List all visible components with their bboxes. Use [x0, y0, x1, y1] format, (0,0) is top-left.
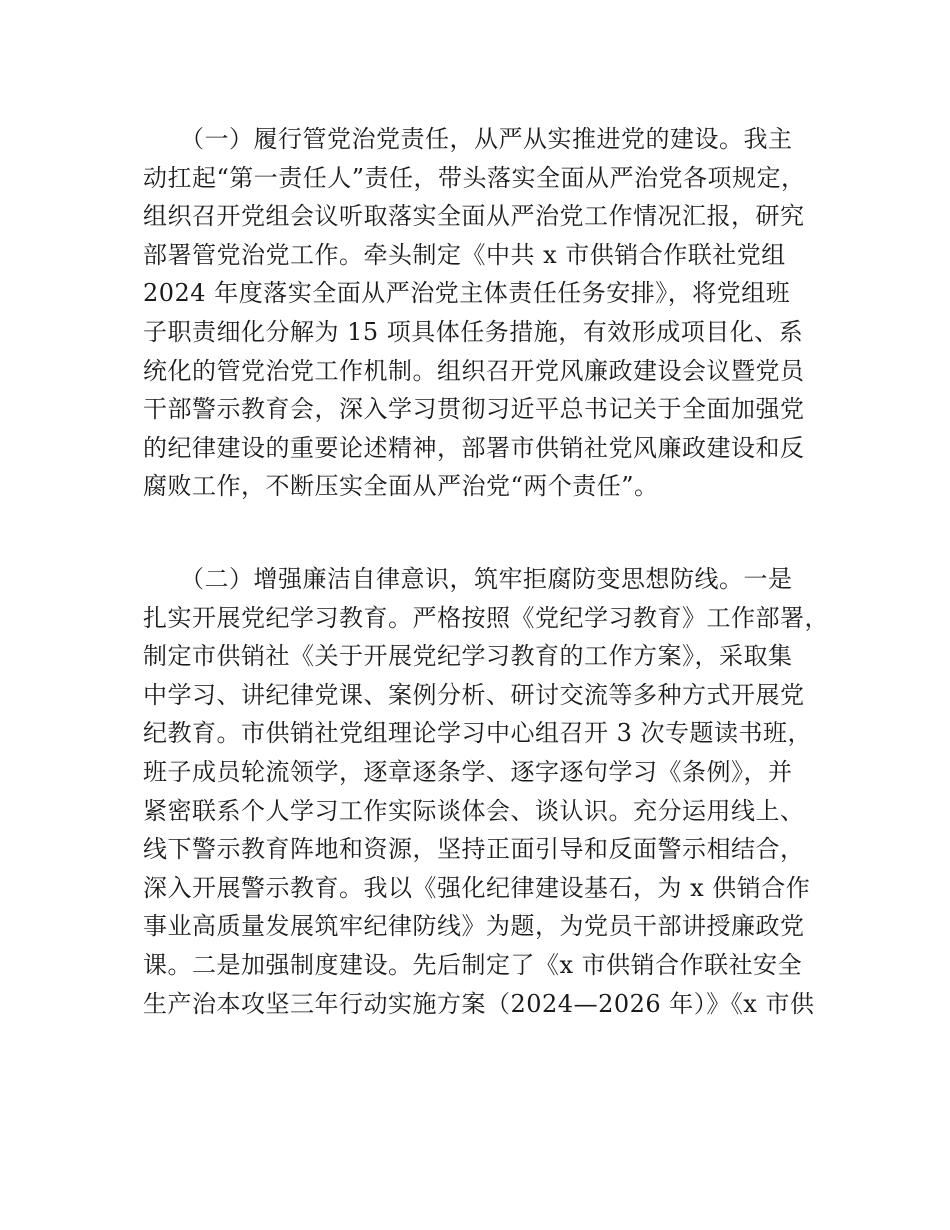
text-line: 腐败工作，不断压实全面从严治党“两个责任”。: [143, 472, 659, 501]
text-line: 事业高质量发展筑牢纪律防线》为题，为党员干部讲授廉政党: [143, 912, 805, 941]
text-line: 线下警示教育阵地和资源，坚持正面引导和反面警示相结合，: [143, 835, 805, 864]
text-line: （一）履行管党治党责任，从严从实推进党的建设。我主: [143, 125, 793, 153]
text-line: 生产治本攻坚三年行动实施方案（2024—2026 年）》《x 市供: [143, 989, 815, 1018]
text-line: 班子成员轮流领学，逐章逐条学、逐字逐句学习《条例》，并: [143, 757, 793, 786]
text-line: 统化的管党治党工作机制。组织召开党风廉政建设会议暨党员: [143, 356, 805, 385]
text-line: 2024 年度落实全面从严治党主体责任任务安排》，将党组班: [143, 279, 791, 308]
text-line: （二）增强廉洁自律意识，筑牢拒腐防变思想防线。一是: [143, 565, 793, 593]
text-line: 部署管党治党工作。牵头制定《中共 x 市供销合作联社党组: [143, 240, 786, 269]
text-line: 组织召开党组会议听取落实全面从严治党工作情况汇报，研究: [143, 202, 805, 231]
text-line: 课。二是加强制度建设。先后制定了《x 市供销合作联社安全: [143, 950, 803, 979]
text-line: 纪教育。市供销社党组理论学习中心组召开 3 次专题读书班，: [143, 719, 813, 748]
text-line: 子职责细化分解为 15 项具体任务措施，有效形成项目化、系: [143, 317, 804, 346]
paragraph-2: [143, 560, 829, 1023]
text-line: 中学习、讲纪律党课、案例分析、研讨交流等多种方式开展党: [143, 680, 805, 709]
text-line: 紧密联系个人学习工作实际谈体会、谈认识。充分运用线上、: [143, 796, 805, 825]
text-line: 深入开展警示教育。我以《强化纪律建设基石，为 x 供销合作: [143, 873, 811, 902]
text-line: 动扛起“第一责任人”责任，带头落实全面从严治党各项规定，: [143, 163, 806, 192]
text-line: 的纪律建设的重要论述精神，部署市供销社党风廉政建设和反: [143, 433, 805, 462]
text-line: 干部警示教育会，深入学习贯彻习近平总书记关于全面加强党: [143, 395, 805, 424]
text-line: 制定市供销社《关于开展党纪学习教育的工作方案》，采取集: [143, 642, 793, 671]
text-line: 扎实开展党纪学习教育。严格按照《党纪学习教育》工作部署，: [143, 603, 829, 632]
paragraph-1: [143, 120, 823, 506]
